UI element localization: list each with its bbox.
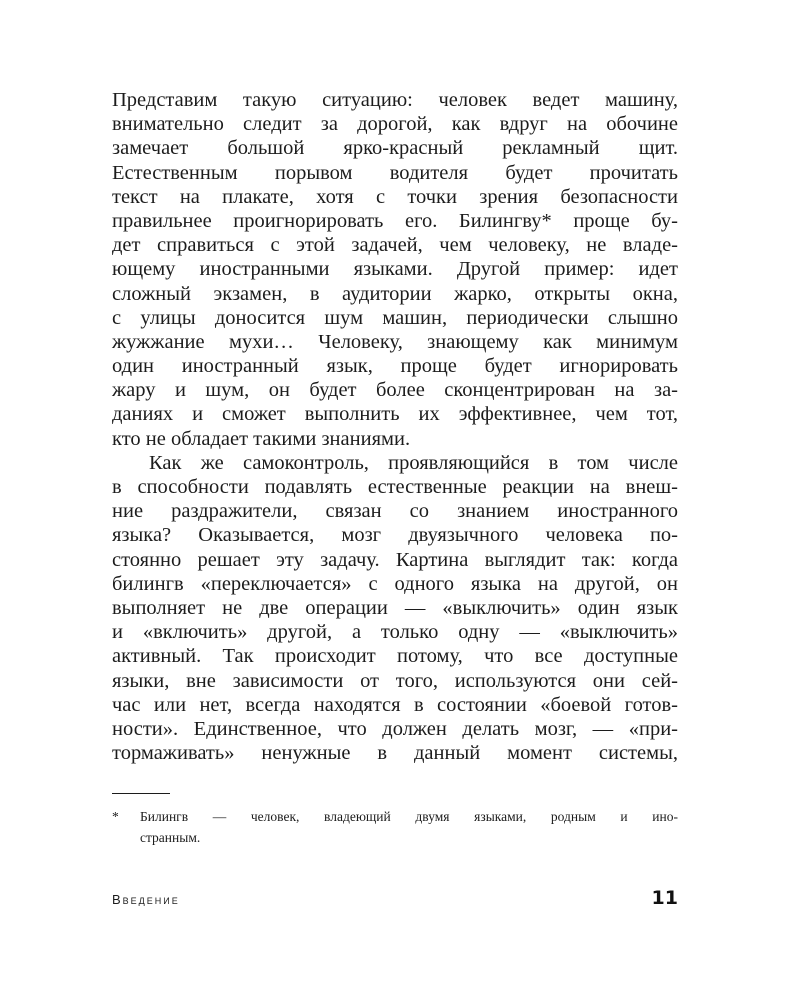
text-line: с улицы доносится шум машин, периодически слышно <box>112 306 678 329</box>
text-line: Как же самоконтроль, проявляющийся в том числе <box>149 451 678 474</box>
text-line: сложный экзамен, в аудитории жарко, открыты окна, <box>112 282 678 305</box>
footnote-divider <box>112 793 170 794</box>
footnote-line: Билингв — человек, владеющий двумя языками, родным и ино- <box>140 809 678 824</box>
text-line: ющему иностранными языками. Другой пример: идет <box>112 258 678 281</box>
text-line: замечает большой ярко-красный рекламный щит. <box>112 137 678 160</box>
text-line: языки, вне зависимости от того, используются они сей- <box>112 669 678 692</box>
page-number: 11 <box>651 887 678 909</box>
text-line: выполняет не две операции — «выключить» один язык <box>112 596 678 619</box>
running-head: Введение <box>112 892 180 907</box>
text-line: правильнее проигнорировать его. Билингву* проще бу- <box>112 209 678 232</box>
text-line: внимательно следит за дорогой, как вдруг на обочине <box>112 113 678 136</box>
text-line: в способности подавлять естественные реакции на внеш- <box>112 476 678 498</box>
text-line: даниях и сможет выполнить их эффективнее, чем тот, <box>112 403 678 426</box>
text-line: жужжание мухи… Человеку, знающему как минимум <box>112 330 678 353</box>
footnote-text <box>140 806 678 848</box>
text-line: активный. Так происходит потому, что все доступные <box>112 645 678 668</box>
text-line: час или нет, всегда находятся в состоянии «боевой готов- <box>112 693 678 716</box>
text-line: кто не обладает такими знаниями. <box>112 427 411 450</box>
footnote-line: странным. <box>140 830 201 845</box>
main-text-block <box>112 88 678 765</box>
text-line: жару и шум, он будет более сконцентрирован на за- <box>112 379 678 402</box>
text-line: Представим такую ситуацию: человек ведет машину, <box>112 89 678 111</box>
text-line: Естественным порывом водителя будет прочитать <box>112 161 678 184</box>
footnote-mark: * <box>112 809 119 824</box>
text-line: языка? Оказывается, мозг двуязычного человека по- <box>112 524 678 547</box>
text-line: стоянно решает эту задачу. Картина выглядит так: когда <box>112 548 678 571</box>
text-line: тормаживать» ненужные в данный момент системы, <box>112 742 678 765</box>
text-line: один иностранный язык, проще будет игнорировать <box>112 355 678 378</box>
text-line: дет справиться с этой задачей, чем человеку, не владе- <box>112 234 678 257</box>
footnote <box>112 806 678 848</box>
text-line: ности». Единственное, что должен делать мозг, — «при- <box>112 717 678 740</box>
text-line: и «включить» другой, а только одну — «выключить» <box>112 621 678 644</box>
text-line: ние раздражители, связан со знанием иностранного <box>112 500 678 523</box>
text-line: текст на плакате, хотя с точки зрения безопасности <box>112 185 678 208</box>
text-line: билингв «переключается» с одного языка на другой, он <box>112 572 678 595</box>
